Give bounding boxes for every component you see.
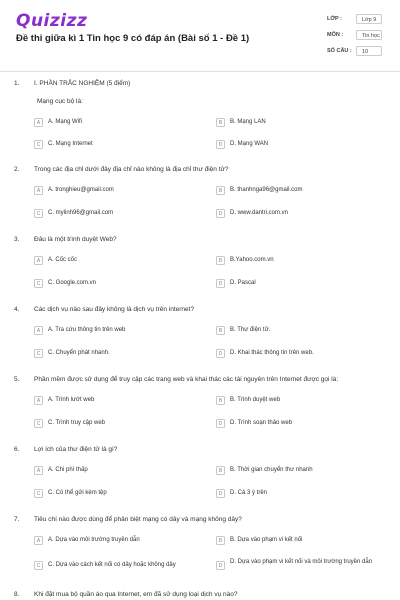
option-text: D. Pascal [230,280,256,286]
question-text: Lợi ích của thư điện tử là gì? [34,446,118,453]
option-text: D. Khai thác thông tin trên web. [230,350,314,356]
option-text: A. Cốc cốc [48,257,78,263]
question-text: Trong các địa chỉ dưới đây địa chỉ nào không là địa chỉ thư điện tử? [34,166,229,173]
question-prompt: Mạng cục bộ là: [37,98,83,105]
option-letter-box: A [34,186,43,195]
option-text: B. Trình duyệt web [230,397,281,403]
option-letter-box: A [34,396,43,405]
option-text: A. Dựa vào môi trường truyền dẫn [48,537,140,543]
option-text: A. Mạng Wifi [48,119,83,125]
option-text: B.Yahoo.com.vn [230,257,274,263]
option-letter-box: D [216,209,225,218]
option-text: B. Dựa vào phạm vi kết nối [230,537,303,543]
quizizz-logo: Quizizz [16,11,88,31]
count-label: SỐ CÂU : [327,48,352,54]
option-letter-box: B [216,536,225,545]
option-text: A. Tra cứu thông tin trên web [48,327,126,333]
class-label: LỚP : [327,16,342,22]
option-letter-box: C [34,419,43,428]
option-text: B. Thư điện tử. [230,327,271,333]
option-letter-box: A [34,536,43,545]
option-letter-box: C [34,279,43,288]
option-letter-box: D [216,279,225,288]
option-letter-box: C [34,489,43,498]
option-letter-box: D [216,140,225,149]
class-value: Lớp 9 [356,14,382,24]
option-text: A. Chi phí thấp [48,467,88,473]
option-text: D. Trình soạn thảo web [230,420,293,426]
option-text: C. Chuyển phát nhanh. [48,350,110,356]
option-letter-box: B [216,256,225,265]
question-number: 4. [14,306,20,313]
option-letter-box: A [34,326,43,335]
option-text: A. Trình lướt web [48,397,95,403]
option-text: C. Mạng Internet [48,141,93,147]
option-letter-box: C [34,349,43,358]
option-letter-box: B [216,396,225,405]
option-letter-box: A [34,256,43,265]
question-text: Tiêu chí nào được dùng để phân biệt mạng có dây và mạng không dây? [34,516,242,523]
option-text: C. Trình truy cập web [48,420,106,426]
option-text: C. mylinh96@gmail.com [48,210,114,216]
subject-label: MÔN : [327,32,344,38]
question-number: 2. [14,166,20,173]
question-number: 3. [14,236,20,243]
option-text: D. Dựa vào phạm vi kết nối và môi trường truyền dẫn [230,559,373,565]
question-number: 5. [14,376,20,383]
option-text: A. tronghieu@gmail.com [48,187,114,193]
question-number: 8. [14,591,20,598]
option-letter-box: B [216,118,225,127]
header-divider [0,71,400,72]
count-value: 10 [356,46,382,56]
option-letter-box: A [34,466,43,475]
option-letter-box: A [34,118,43,127]
option-text: C. Dựa vào cách kết nối có dây hoặc không dây [48,562,176,568]
option-letter-box: D [216,561,225,570]
option-letter-box: C [34,140,43,149]
question-text: I. PHẦN TRẮC NGHIỆM (5 điểm) [34,80,131,87]
option-text: D. Mạng WAN [230,141,269,147]
question-number: 6. [14,446,20,453]
option-letter-box: D [216,419,225,428]
question-text: Phần mềm được sử dụng để truy cập các trang web và khai thác các tài nguyên trên Internet được gọi là: [34,376,339,383]
option-letter-box: B [216,466,225,475]
option-text: B. Thời gian chuyển thư nhanh [230,467,313,473]
option-text: B. thanhnga96@gmail.com [230,187,303,193]
option-letter-box: D [216,489,225,498]
subject-value: Tin học [356,30,382,40]
option-letter-box: B [216,326,225,335]
option-letter-box: C [34,561,43,570]
question-text: Các dịch vụ nào sau đây không là dịch vụ trên internet? [34,306,195,313]
question-number: 1. [14,80,20,87]
option-text: C. Google.com.vn [48,280,97,286]
option-letter-box: C [34,209,43,218]
question-text: Khi đặt mua bộ quần áo qua Internet, em đã sử dụng loại dịch vụ nào? [34,591,238,598]
option-letter-box: D [216,349,225,358]
worksheet-header [0,0,400,70]
option-text: D. Cả 3 ý trên [230,490,268,496]
question-text: Đâu là một trình duyệt Web? [34,236,117,243]
question-number: 7. [14,516,20,523]
option-letter-box: B [216,186,225,195]
option-text: C. Có thể gửi kèm tệp [48,490,107,496]
worksheet-title: Đề thi giữa kì 1 Tin học 9 có đáp án (Bài số 1 - Đề 1) [16,33,250,44]
option-text: D. www.dantri.com.vn [230,210,289,216]
option-text: B. Mạng LAN [230,119,266,125]
